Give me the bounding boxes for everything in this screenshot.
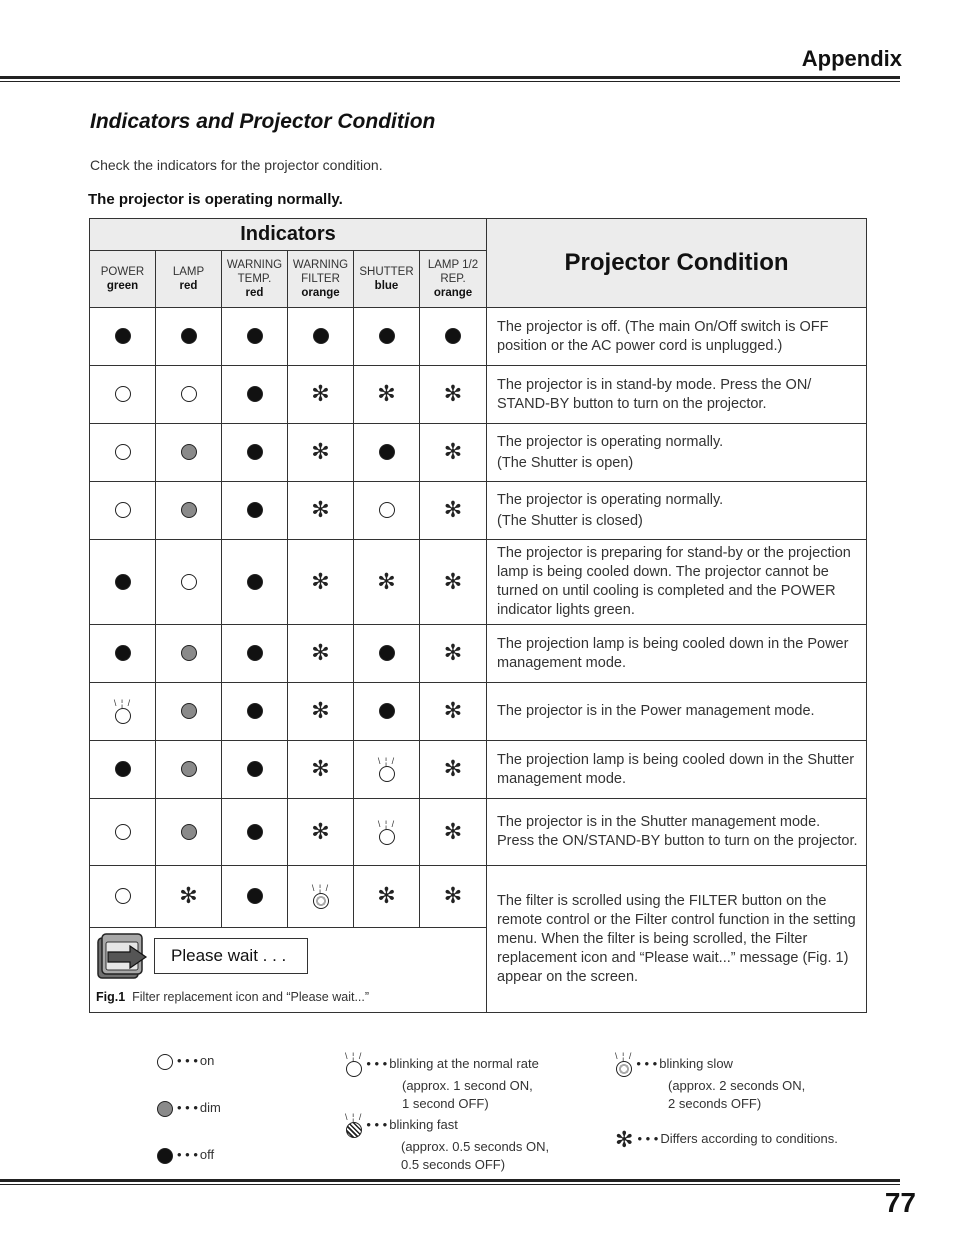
indicator-cell	[288, 799, 354, 866]
subheading: The projector is operating normally.	[88, 191, 343, 208]
indicator-cell	[90, 866, 156, 928]
condition-title: Projector Condition	[487, 219, 867, 308]
dot-dim-icon	[157, 1101, 173, 1117]
condition-text: The projector is in the Shutter management mode. Press the ON/STAND-BY button to turn on the projector.	[497, 814, 858, 849]
indicator-cell	[90, 625, 156, 683]
asterisk-icon: ✻	[311, 756, 330, 782]
condition-cell	[487, 625, 867, 683]
asterisk-icon: ✻	[377, 883, 396, 909]
dot-on-icon	[181, 574, 197, 590]
indicator-cell	[354, 424, 420, 482]
legend-on	[157, 1052, 214, 1070]
indicator-cell	[354, 308, 420, 366]
indicators-title: Indicators	[90, 219, 487, 251]
asterisk-icon: ✻	[311, 640, 330, 666]
asterisk-icon: ✻	[443, 640, 463, 666]
asterisk-icon: ✻	[311, 818, 330, 844]
indicator-cell	[354, 366, 420, 424]
indicator-cell	[90, 366, 156, 424]
table-row	[90, 540, 867, 625]
legend-blink-slow-label: blinking slow	[659, 1055, 733, 1071]
indicator-cell	[288, 366, 354, 424]
indicator-cell	[420, 625, 487, 683]
indicator-cell	[156, 308, 222, 366]
condition-cell	[487, 366, 867, 424]
dot-off-icon	[247, 888, 263, 904]
asterisk-icon: ✻	[443, 381, 463, 407]
legend-blink-slow-detail2: 2 seconds OFF)	[668, 1096, 762, 1111]
indicator-cell	[354, 866, 420, 928]
filter-replacement-icon	[96, 932, 150, 982]
table-row	[90, 683, 867, 741]
legend-dots: • • •	[177, 1100, 198, 1115]
indicator-cell	[288, 683, 354, 741]
asterisk-icon: ✻	[377, 568, 396, 594]
dot-off-icon	[379, 444, 395, 460]
asterisk-icon: ✻	[443, 497, 463, 523]
asterisk-icon: ✻	[443, 439, 463, 465]
asterisk-icon: ✻	[179, 883, 198, 909]
header-rule-thin	[0, 81, 900, 82]
figure-label: Fig.1	[96, 990, 126, 1004]
legend-blink-slow	[615, 1052, 805, 1113]
indicator-cell	[354, 482, 420, 540]
legend-blink-fast	[345, 1113, 549, 1174]
section-header: Appendix	[801, 46, 902, 71]
indicator-cell	[156, 625, 222, 683]
table-row	[90, 799, 867, 866]
indicator-cell	[288, 308, 354, 366]
condition-cell	[487, 866, 867, 1013]
dot-off-icon	[181, 328, 197, 344]
column-color: blue	[374, 280, 399, 292]
legend-blink-fast-label: blinking fast	[389, 1116, 458, 1132]
dot-dim-icon	[181, 761, 197, 777]
indicator-cell	[90, 424, 156, 482]
legend-dots: • • •	[366, 1055, 388, 1071]
asterisk-icon: ✻	[311, 698, 330, 724]
legend-dots: • • •	[366, 1116, 388, 1132]
indicator-cell	[420, 482, 487, 540]
header-row	[90, 219, 867, 251]
dot-off-icon	[157, 1148, 173, 1164]
legend-blink-slow-detail1: (approx. 2 seconds ON,	[668, 1078, 806, 1093]
indicator-cell	[420, 866, 487, 928]
figure-caption	[96, 990, 369, 1004]
indicator-cell	[354, 799, 420, 866]
indicator-cell	[288, 866, 354, 928]
indicator-cell	[222, 482, 288, 540]
indicator-cell	[222, 799, 288, 866]
indicator-cell	[354, 540, 420, 625]
indicator-cell	[288, 741, 354, 799]
dot-off-icon	[247, 824, 263, 840]
table-row	[90, 482, 867, 540]
indicator-cell	[90, 540, 156, 625]
column-color: red	[179, 280, 198, 292]
blink-fast-icon: \ ¦ /	[345, 1113, 362, 1138]
condition-subtext: (The Shutter is open)	[497, 454, 634, 471]
dot-off-icon	[247, 328, 263, 344]
dot-off-icon	[115, 574, 131, 590]
indicator-cell	[222, 683, 288, 741]
intro-text: Check the indicators for the projector condition.	[90, 157, 383, 173]
column-color: green	[106, 280, 139, 292]
asterisk-icon: ✻	[443, 756, 463, 782]
dot-on-icon	[115, 824, 131, 840]
indicator-cell	[222, 424, 288, 482]
table-body	[90, 219, 867, 1013]
footer-rule	[0, 1179, 900, 1182]
indicator-cell	[156, 799, 222, 866]
table-row	[90, 866, 867, 928]
asterisk-icon: ✻	[443, 818, 463, 844]
indicator-cell	[288, 424, 354, 482]
indicator-cell	[90, 308, 156, 366]
indicator-cell	[156, 866, 222, 928]
dot-on-icon	[115, 888, 131, 904]
indicator-cell	[420, 308, 487, 366]
indicator-cell	[222, 625, 288, 683]
dot-off-icon	[247, 574, 263, 590]
legend-dim	[157, 1099, 221, 1117]
column-name: WARNING FILTER	[292, 259, 349, 285]
asterisk-icon: ✻	[443, 698, 463, 724]
indicator-cell	[420, 366, 487, 424]
dot-dim-icon	[181, 645, 197, 661]
legend-dots: • • •	[636, 1055, 658, 1071]
asterisk-icon: ✻	[311, 439, 330, 465]
condition-text: The projector is off. (The main On/Off switch is OFF position or the AC power cord is unplugged.)	[497, 318, 829, 354]
legend-on-label: on	[199, 1053, 215, 1068]
please-wait-message: Please wait . . .	[154, 938, 308, 974]
legend-blink-normal-detail1: (approx. 1 second ON,	[402, 1078, 533, 1093]
condition-text: The projection lamp is being cooled down in the Shutter management mode.	[497, 751, 855, 787]
indicator-cell	[222, 866, 288, 928]
dot-off-icon	[115, 645, 131, 661]
indicator-cell	[354, 625, 420, 683]
figure-cell	[90, 928, 487, 1013]
asterisk-icon: ✻	[311, 497, 330, 523]
indicator-cell	[222, 366, 288, 424]
dot-off-icon	[247, 386, 263, 402]
blink-normal-icon: \ ¦ /	[378, 820, 395, 845]
dot-off-icon	[379, 645, 395, 661]
page-number: 77	[884, 1187, 916, 1218]
indicator-cell	[156, 683, 222, 741]
indicator-cell	[90, 741, 156, 799]
column-header	[222, 251, 288, 308]
condition-cell	[487, 799, 867, 866]
indicator-cell	[222, 540, 288, 625]
indicator-cell	[288, 625, 354, 683]
column-name: LAMP 1/2 REP.	[427, 259, 479, 285]
indicator-cell	[156, 366, 222, 424]
indicator-cell	[420, 799, 487, 866]
indicator-cell	[288, 540, 354, 625]
dot-off-icon	[313, 328, 329, 344]
column-color: orange	[433, 287, 473, 299]
figure	[90, 928, 486, 1012]
column-color: orange	[301, 287, 340, 299]
indicator-cell	[222, 741, 288, 799]
dot-on-icon	[181, 386, 197, 402]
indicator-cell	[354, 683, 420, 741]
condition-text: The projector is in stand-by mode. Press the ON/ STAND-BY button to turn on the projector.	[497, 376, 812, 412]
condition-cell	[487, 308, 867, 366]
indicator-cell	[288, 482, 354, 540]
table-row	[90, 366, 867, 424]
asterisk-icon: ✻	[615, 1126, 634, 1152]
table-row	[90, 741, 867, 799]
dot-on-icon	[115, 444, 131, 460]
condition-cell	[487, 683, 867, 741]
column-header	[288, 251, 354, 308]
condition-text: The projector is preparing for stand-by or the projection lamp is being cooled down. The projector cannot be turned on until cooling is completed and the POWER indicator lights green.	[497, 545, 851, 618]
column-header	[354, 251, 420, 308]
column-header	[420, 251, 487, 308]
condition-text: The projector is operating normally.	[497, 433, 724, 450]
blink-normal-icon: \ ¦ /	[345, 1052, 362, 1077]
condition-text: The filter is scrolled using the FILTER button on the remote control or the Filter control function in the setting menu. When the filter is being scrolled, the Filter replacement icon and “Please wait...” message (Fig. 1) appear on the screen.	[497, 892, 856, 985]
condition-cell	[487, 424, 867, 482]
condition-text: The projector is operating normally.	[497, 491, 724, 508]
indicator-cell	[156, 741, 222, 799]
figure-caption-text: Filter replacement icon and “Please wait...”	[132, 990, 370, 1004]
indicator-cell	[420, 683, 487, 741]
blink-normal-icon: \ ¦ /	[114, 699, 131, 724]
indicator-cell	[156, 482, 222, 540]
asterisk-icon: ✻	[377, 381, 396, 407]
dot-off-icon	[247, 444, 263, 460]
dot-on-icon	[115, 502, 131, 518]
legend-off	[157, 1146, 214, 1164]
condition-cell	[487, 540, 867, 625]
condition-cell	[487, 741, 867, 799]
asterisk-icon: ✻	[311, 568, 330, 594]
column-header	[90, 251, 156, 308]
asterisk-icon: ✻	[443, 883, 463, 909]
legend-blink-fast-detail2: 0.5 seconds OFF)	[401, 1157, 506, 1172]
indicator-cell	[90, 683, 156, 741]
indicator-cell	[222, 308, 288, 366]
legend-blink-normal-label: blinking at the normal rate	[389, 1055, 539, 1071]
indicator-cell	[354, 741, 420, 799]
dot-on-icon	[115, 386, 131, 402]
indicator-cell	[420, 424, 487, 482]
dot-on-icon	[379, 502, 395, 518]
legend-dots: • • •	[177, 1053, 198, 1068]
column-header	[156, 251, 222, 308]
condition-text: The projection lamp is being cooled down in the Power management mode.	[497, 635, 849, 671]
table-row	[90, 308, 867, 366]
dot-off-icon	[247, 761, 263, 777]
indicator-cell	[156, 424, 222, 482]
indicator-cell	[420, 540, 487, 625]
condition-text: The projector is in the Power management mode.	[497, 703, 815, 719]
blink-slow-icon: \ ¦ /	[615, 1052, 632, 1077]
legend-off-label: off	[199, 1147, 215, 1162]
table-row	[90, 625, 867, 683]
condition-subtext: (The Shutter is closed)	[497, 512, 643, 529]
legend-blink-normal	[345, 1052, 539, 1113]
dot-off-icon	[247, 703, 263, 719]
dot-off-icon	[379, 703, 395, 719]
legend-dots: • • •	[177, 1147, 198, 1162]
column-name: POWER	[100, 266, 145, 278]
header-rule	[0, 76, 900, 79]
dot-off-icon	[445, 328, 461, 344]
dot-on-icon	[157, 1054, 173, 1070]
blink-slow-icon: \ ¦ /	[312, 884, 329, 909]
dot-dim-icon	[181, 824, 197, 840]
legend-blink-fast-detail1: (approx. 0.5 seconds ON,	[401, 1139, 550, 1154]
dot-off-icon	[115, 328, 131, 344]
legend-blink-normal-detail2: 1 second OFF)	[402, 1096, 489, 1111]
page-title: Indicators and Projector Condition	[90, 110, 436, 133]
legend-dim-label: dim	[199, 1100, 221, 1115]
column-color: red	[245, 287, 264, 299]
dot-off-icon	[247, 502, 263, 518]
column-name: LAMP	[172, 266, 205, 278]
dot-off-icon	[379, 328, 395, 344]
asterisk-icon: ✻	[311, 381, 330, 407]
footer-rule-thin	[0, 1184, 900, 1185]
legend-dots: • • •	[637, 1131, 659, 1146]
indicator-cell	[90, 482, 156, 540]
dot-dim-icon	[181, 502, 197, 518]
legend-differs-label: Differs according to conditions.	[660, 1131, 838, 1146]
dot-off-icon	[247, 645, 263, 661]
asterisk-icon: ✻	[443, 568, 463, 594]
dot-dim-icon	[181, 703, 197, 719]
indicator-cell	[420, 741, 487, 799]
indicator-cell	[156, 540, 222, 625]
indicator-table	[89, 218, 867, 1013]
table-row	[90, 424, 867, 482]
legend-differs	[615, 1126, 838, 1152]
dot-off-icon	[115, 761, 131, 777]
column-name: WARNING TEMP.	[226, 259, 283, 285]
indicator-cell	[90, 799, 156, 866]
condition-cell	[487, 482, 867, 540]
column-name: SHUTTER	[359, 266, 414, 278]
dot-dim-icon	[181, 444, 197, 460]
blink-normal-icon: \ ¦ /	[378, 757, 395, 782]
